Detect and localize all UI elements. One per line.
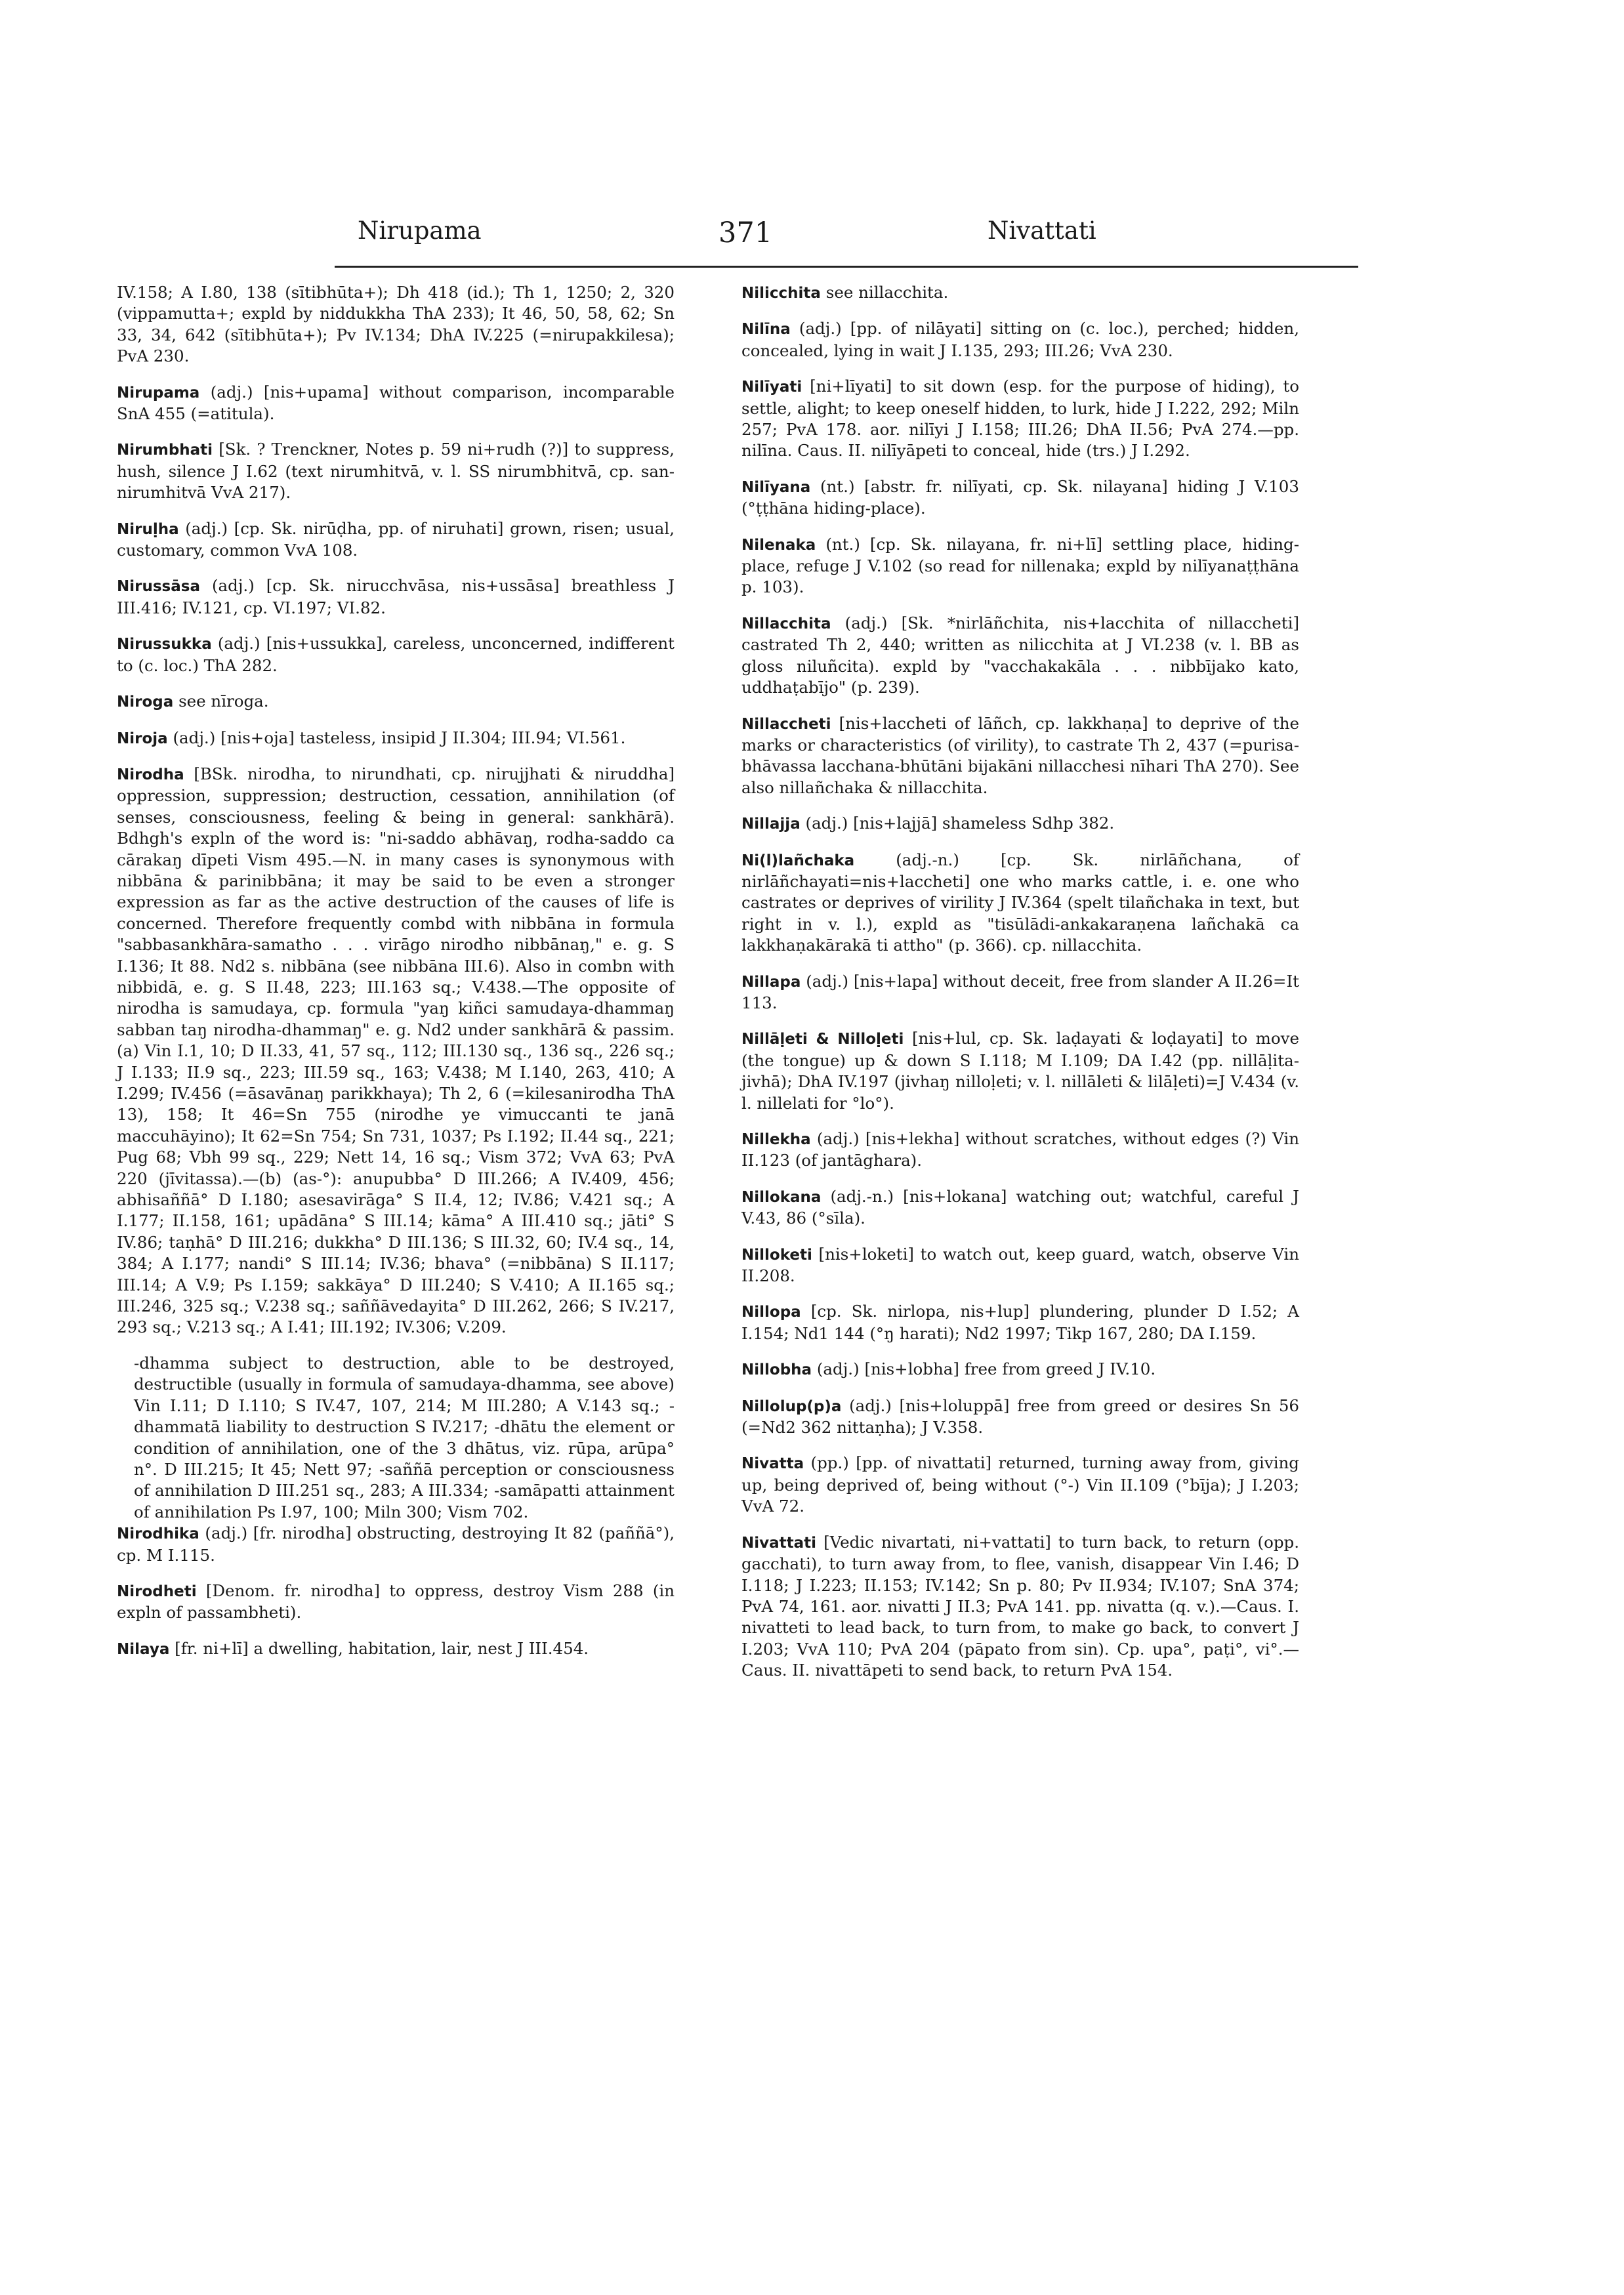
- dictionary-entry: [117, 1523, 675, 1566]
- entry-headword: Nillāḷeti & Nilloḷeti: [741, 1031, 904, 1048]
- entry-definition: (adj.) [nis+lekha] without scratches, without edges (?) Vin II.123 (of jantāghara).: [741, 1129, 1299, 1170]
- entry-definition: (adj.) [nis+upama] without comparison, incomparable SnA 455 (=atitula).: [117, 382, 675, 424]
- page-header: [0, 217, 1624, 269]
- entry-definition: (adj.-n.) [nis+lokana] watching out; watchful, careful J V.43, 86 (°sīla).: [741, 1186, 1299, 1228]
- dictionary-entry: [741, 1359, 1299, 1380]
- dictionary-entry: [117, 1638, 675, 1660]
- entry-headword: Nilīyati: [741, 379, 802, 396]
- entry-headword: Nilenaka: [741, 536, 816, 554]
- running-head-left: Nirupama: [358, 217, 482, 245]
- dictionary-entry: [741, 850, 1299, 957]
- dictionary-entry: [741, 1244, 1299, 1287]
- running-head-right: Nivattati: [988, 217, 1096, 245]
- entry-headword: Nillapa: [741, 973, 801, 991]
- dictionary-entry: [741, 1028, 1299, 1114]
- entry-headword: Nillekha: [741, 1131, 811, 1148]
- entry-definition: (nt.) [cp. Sk. nilayana, fr. ni+lī] settling place, hiding-place, refuge J V.102 (so read for nillenaka; expld by nilīyanaṭṭhāna p. 103).: [741, 534, 1299, 597]
- entry-definition: see nīroga.: [178, 692, 269, 711]
- entry-definition: (adj.) [fr. nirodha] obstructing, destroying It 82 (paññā°), cp. M I.115.: [117, 1523, 675, 1565]
- entry-definition: (adj.) [nis+lajjā] shameless Sdhp 382.: [805, 814, 1115, 833]
- dictionary-entry: [741, 1186, 1299, 1230]
- right-entries: [741, 282, 1299, 1682]
- entry-headword: Nillopa: [741, 1304, 801, 1321]
- entry-definition: [nis+lul, cp. Sk. laḍayati & loḍayati] to move (the tongue) up & down S I.118; M I.109; DA I.42 (pp. nillāḷita-jivhā); DhA IV.197 (jivhaŋ nilloḷeti; v. l. nillāleti & lilāḷeti)=J V.434 (v. l. nillelati for °lo°).: [741, 1029, 1299, 1113]
- dictionary-entry: [741, 813, 1299, 835]
- left-column: [117, 282, 675, 1674]
- dictionary-entry: [741, 476, 1299, 520]
- entry-definition: [Denom. fr. nirodha] to oppress, destroy Vism 288 (in expln of passambheti).: [117, 1581, 675, 1623]
- entry-headword: Niroja: [117, 730, 168, 747]
- entry-definition: [nis+loketi] to watch out, keep guard, watch, observe Vin II.208.: [741, 1244, 1299, 1286]
- entry-definition: (adj.) [nis+ussukka], careless, unconcerned, indifferent to (c. loc.) ThA 282.: [117, 634, 675, 675]
- entry-headword: Ni(l)lañchaka: [741, 852, 855, 869]
- entry-definition: [Vedic nivartati, ni+vattati] to turn back, to return (opp. gacchati), to turn away from, to flee, vanish, disappear Vin I.46; D I.118; J I.223; II.153; IV.142; Sn p. 80; Pv II.934; IV.107; SnA 374; PvA 74, 161. aor. nivatti J II.3; PvA 141. pp. nivatta (q. v.).—Caus. I. nivatteti to lead back, to turn from, to make go back, to convert J I.203; VvA 110; PvA 204 (pāpato from sin). Cp. upa°, paṭi°, vi°.—Caus. II. nivattāpeti to send back, to return PvA 154.: [741, 1532, 1299, 1680]
- dictionary-entry: [117, 1581, 675, 1624]
- header-rule: [335, 266, 1358, 268]
- dictionary-entry: [117, 764, 675, 1338]
- entry-headword: Nilīyana: [741, 478, 811, 496]
- left-entries: [117, 382, 675, 1661]
- entry-definition: (nt.) [abstr. fr. nilīyati, cp. Sk. nilayana] hiding J V.103 (°ṭṭhāna hiding-place).: [741, 476, 1299, 518]
- dictionary-entry: [741, 1301, 1299, 1344]
- dictionary-entry: [117, 382, 675, 425]
- entry-definition: [fr. ni+lī] a dwelling, habitation, lair, nest J III.454.: [175, 1638, 589, 1658]
- entry-definition: (adj.) [cp. Sk. nirūḍha, pp. of niruhati] grown, risen; usual, customary, common VvA 108.: [117, 518, 675, 560]
- entry-headword: Nirodheti: [117, 1582, 197, 1600]
- entry-definition: (adj.-n.) [cp. Sk. nirlāñchana, of nirlāñchayati=nis+laccheti] one who marks cattle, i. e. one who castrates or deprives of virility J IV.364 (spelt tilañchaka in text, but right in v. l.), expld as "tisūlādi-ankakaraṇena lañchakā ca lakkhaṇakārakā ti attho" (p. 366). cp. nillacchita.: [741, 850, 1299, 955]
- entry-headword: Nivattati: [741, 1534, 817, 1552]
- dictionary-entry: [741, 1453, 1299, 1517]
- entry-definition: (adj.) [nis+oja] tasteless, insipid J II.304; III.94; VI.561.: [173, 728, 626, 747]
- entry-definition: [ni+līyati] to sit down (esp. for the purpose of hiding), to settle, alight; to keep oneself hidden, to lurk, hide J I.222, 292; Miln 257; PvA 178. aor. nilīyi J I.158; III.26; DhA II.56; PvA 274.—pp. nilīna. Caus. II. nilīyāpeti to conceal, hide (trs.) J I.292.: [741, 377, 1299, 461]
- entry-headword: Nillacchita: [741, 615, 831, 632]
- dictionary-entry: [117, 439, 675, 503]
- entry-headword: Nillajja: [741, 816, 801, 833]
- entry-definition: (adj.) [cp. Sk. nirucchvāsa, nis+ussāsa] breathless J III.416; IV.121, cp. VI.197; VI.82.: [117, 576, 675, 617]
- entry-headword: Nirupama: [117, 384, 200, 402]
- dictionary-entry: [117, 575, 675, 619]
- entry-headword: Nilaya: [117, 1640, 170, 1658]
- entry-headword: Niruḷha: [117, 520, 179, 538]
- entry-headword: Niroga: [117, 693, 174, 711]
- entry-headword: Nilloketi: [741, 1246, 812, 1264]
- entry-definition: (adj.) [nis+lapa] without deceit, free from slander A II.26=It 113.: [741, 971, 1299, 1012]
- entry-headword: Nirussukka: [117, 636, 212, 653]
- dictionary-entry: [117, 691, 675, 713]
- dictionary-entry: [117, 518, 675, 562]
- entry-definition: (adj.) [nis+loluppā] free from greed or desires Sn 56 (=Nd2 362 nittaṇha); J V.358.: [741, 1396, 1299, 1437]
- dictionary-entry: [741, 713, 1299, 799]
- entry-headword: Nirodha: [117, 766, 184, 783]
- page-number: 371: [718, 217, 773, 249]
- entry-definition: [BSk. nirodha, to nirundhati, cp. nirujjhati & niruddha] oppression, suppression; destruction, cessation, annihilation (of senses, consciousness, feeling & being in general: sankhārā). Bdhgh's expln of the word is: "ni-saddo abhāvaŋ, rodha-saddo ca cārakaŋ dīpeti Vism 495.—N. in many cases is synonymous with nibbāna & parinibbāna; it may be said to be even a stronger expression as far as the active destruction of the causes of life is concerned. Therefore frequently combd with nibbāna in formula "sabbasankhāra-samatho . . . virāgo nirodho nibbānaŋ," e. g. S I.136; It 88. Nd2 s. nibbāna (see nibbāna III.6). Also in combn with nibbidā, e. g. S II.48, 223; III.163 sq.; V.438.—The opposite of nirodha is samudaya, cp. formula "yaŋ kiñci samudaya-dhammaŋ sabban taŋ nirodha-dhammaŋ" e. g. Nd2 under sankhārā & passim. (a) Vin I.1, 10; D II.33, 41, 57 sq., 112; III.130 sq., 136 sq., 226 sq.; J I.133; II.9 sq., 223; III.59 sq., 163; V.438; M I.140, 263, 410; A I.299; IV.456 (=āsavānaŋ parikkhaya); Th 2, 6 (=kilesanirodha ThA 13), 158; It 46=Sn 755 (nirodhe ye vimuccanti te janā maccuhāyino); It 62=Sn 754; Sn 731, 1037; Ps I.192; II.44 sq., 221; Pug 68; Vbh 99 sq., 229; Nett 14, 16 sq.; Vism 372; VvA 63; PvA 220 (jīvitassa).—(b) (as-°): anupubba° D III.266; A IV.409, 456; abhisaññā° D I.180; asesavirāga° S II.4, 12; IV.86; V.421 sq.; A I.177; II.158, 161; upādāna° S III.14; kāma° A III.410 sq.; jāti° S IV.86; taṇhā° D III.216; dukkha° D III.136; S III.32, 60; IV.4 sq., 14, 384; A I.177; nandi° S III.14; IV.36; bhava° (=nibbāna) S II.117; III.14; A V.9; Ps I.159; sakkāya° D III.240; S V.410; A II.165 sq.; III.246, 325 sq.; V.238 sq.; saññāvedayita° D III.262, 266; S IV.217, 293 sq.; V.213 sq.; A I.41; III.192; IV.306; V.209.: [117, 764, 675, 1337]
- entry-definition: (pp.) [pp. of nivattati] returned, turning away from, giving up, being deprived of, being without (°-) Vin II.109 (°bīja); J I.203; VvA 72.: [741, 1453, 1299, 1516]
- entry-headword: Nilicchita: [741, 285, 821, 302]
- dictionary-entry: [741, 971, 1299, 1014]
- dictionary-entry: [741, 534, 1299, 598]
- entry-headword: Nilīna: [741, 321, 791, 339]
- entry-definition: [nis+laccheti of lāñch, cp. lakkhaṇa] to deprive of the marks or characteristics (of virility), to castrate Th 2, 437 (=purisa-bhāvassa lacchana-bhūtāni bijakāni nillacchesi nīhari ThA 270). See also nillañchaka & nillacchita.: [741, 713, 1299, 797]
- dictionary-entry: [741, 1532, 1299, 1682]
- entry-headword: Nivatta: [741, 1455, 804, 1473]
- dictionary-entry: [117, 633, 675, 676]
- right-column: [741, 282, 1299, 1696]
- dictionary-entry: [741, 613, 1299, 699]
- continued-entry-text: IV.158; A I.80, 138 (sītibhūta+); Dh 418 (id.); Th 1, 1250; 2, 320 (vippamutta+; expld by niddukkha ThA 233); It 46, 50, 58, 62; Sn 33, 34, 642 (sītibhūta+); Pv IV.134; DhA IV.225 (=nirupakkilesa); PvA 230.: [117, 283, 675, 366]
- entry-headword: Nillolup(p)a: [741, 1397, 842, 1415]
- dictionary-entry: [741, 376, 1299, 462]
- entry-definition: (adj.) [pp. of nilāyati] sitting on (c. loc.), perched; hidden, concealed, lying in wait J I.135, 293; III.26; VvA 230.: [741, 319, 1299, 360]
- dictionary-entry: [741, 1396, 1299, 1439]
- entry-definition: (adj.) [Sk. *nirlāñchita, nis+lacchita of nillaccheti] castrated Th 2, 440; written as nilicchita at J VI.238 (v. l. BB as gloss niluñcita). expld by "vacchakakāla . . . nibbījako kato, uddhaṭabījo" (p. 239).: [741, 613, 1300, 697]
- entry-definition: [cp. Sk. nirlopa, nis+lup] plundering, plunder D I.52; A I.154; Nd1 144 (°ŋ harati); Nd2 1997; Tikp 167, 280; DA I.159.: [741, 1302, 1299, 1343]
- entry-definition: -dhamma subject to destruction, able to be destroyed, destructible (usually in formula of samudaya-dhamma, see above) Vin I.11; D I.110; S IV.47, 107, 214; M III.280; A V.143 sq.; -dhammatā liability to destruction S IV.217; -dhātu the element or condition of annihilation, one of the 3 dhātus, viz. rūpa, arūpa° n°. D III.215; It 45; Nett 97; -saññā perception or consciousness of annihilation D III.251 sq., 283; A III.334; -samāpatti attainment of annihilation Ps I.97, 100; Miln 300; Vism 702.: [134, 1353, 675, 1521]
- entry-headword: Nirussāsa: [117, 578, 200, 596]
- dictionary-entry: [117, 728, 675, 749]
- entry-headword: Nillokana: [741, 1188, 822, 1206]
- entry-headword: Nillaccheti: [741, 715, 831, 733]
- entry-headword: Nillobha: [741, 1361, 812, 1379]
- entry-headword: Nirodhika: [117, 1525, 199, 1543]
- entry-definition: [Sk. ? Trenckner, Notes p. 59 ni+rudh (?)] to suppress, hush, silence J I.62 (text nirumhitvā, v. l. SS nirumbhitvā, cp. san-nirumhitvā VvA 217).: [117, 440, 675, 503]
- dictionary-entry: [134, 1353, 675, 1523]
- dictionary-entry: [741, 318, 1299, 362]
- dictionary-entry: [741, 282, 1299, 304]
- entry-definition: (adj.) [nis+lobha] free from greed J IV.10.: [816, 1359, 1156, 1379]
- entry-definition: see nillacchita.: [825, 283, 949, 302]
- dictionary-entry: [741, 1128, 1299, 1172]
- entry-headword: Nirumbhati: [117, 442, 213, 459]
